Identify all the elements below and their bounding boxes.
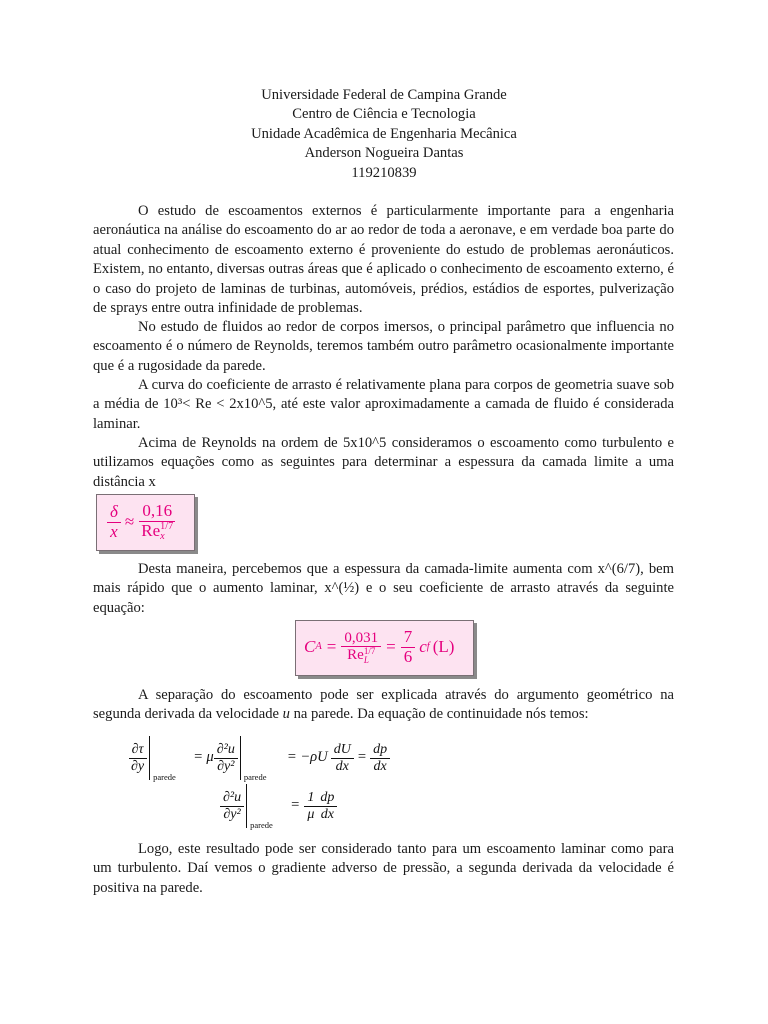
paragraph-drag-curve: A curva do coeficiente de arrasto é relativamente plana para corpos de geometria suave sob a média de 10³< Re < 2x10^5, até este valor aproximadamente a camada de fluido é considerada laminar. [93, 377, 674, 432]
author-name: Anderson Nogueira Dantas [304, 145, 464, 162]
eq3-equals: = [194, 749, 203, 766]
eq1-approx: ≈ [124, 512, 135, 532]
eq2-equals: = [326, 637, 337, 657]
paragraph-turbulent: Acima de Reynolds na ordem de 5x10^5 consideramos o escoamento como turbulento e utilizamos equações como as seguintes para determinar a espessura da camada limite a uma distância x [93, 435, 674, 490]
eq4-equals: = [291, 797, 300, 814]
eq2-coef: 0,031 [341, 630, 381, 648]
eq3-dy: ∂y [131, 758, 145, 774]
university-name: Universidade Federal de Campina Grande [261, 87, 507, 103]
paragraph-conclusion: Logo, este resultado pode ser considerado tanto para um escoamento laminar como para um turbulento. Daí vemos o gradiente adverso de pressão, a segunda derivada da velocidade é positiva na parede. [93, 841, 674, 896]
eq4-one: 1 [304, 790, 317, 806]
eq4-parede: parede [250, 820, 273, 830]
eq1-x: x [110, 521, 118, 541]
eq3-dtau: ∂τ [129, 742, 147, 758]
eq3-rhoU: = −ρU [286, 749, 328, 766]
eq3-equals-3: = [357, 749, 367, 766]
eq3-evalbar-2 [240, 736, 267, 782]
eq3-dU: dU [331, 742, 354, 758]
eq1-sub: x [160, 531, 165, 543]
paragraph-reynolds: No estudo de fluidos ao redor de corpos imersos, o principal parâmetro que influencia no escoamento é o número de Reynolds, teremos também outro parâmetro ocasionalmente importante que é a rugosidade da parede. [93, 319, 674, 374]
eq2-equals-2: = [386, 637, 396, 657]
eq4-dx: dx [320, 806, 334, 822]
drag-coefficient-equation [295, 620, 474, 676]
eq3-evalbar [149, 736, 176, 782]
eq3-dp: dp [370, 742, 390, 758]
eq1-coef: 0,16 [139, 502, 175, 522]
eq4-mu: μ [307, 806, 315, 822]
eq2-cf: c [419, 637, 427, 657]
eq3-dy2: ∂y² [217, 758, 235, 774]
eq3-dx-2: dx [373, 758, 387, 774]
eq3-dx: dx [335, 758, 349, 774]
center-name: Centro de Ciência e Tecnologia [292, 106, 476, 123]
separation-text-a: A separação do escoamento pode ser explicada através do argumento geométrico na segunda derivada da velocidade [93, 687, 674, 723]
eq2-sub-l: L [363, 654, 369, 665]
eq2-arg: (L) [432, 637, 455, 657]
eq2-seven: 7 [401, 628, 416, 648]
separation-u: u [282, 706, 290, 723]
eq2-sub-a: A [315, 641, 322, 653]
eq3-parede-1: parede [153, 772, 176, 782]
unit-name: Unidade Acadêmica de Engenharia Mecânica [251, 125, 517, 142]
eq1-re: Re [141, 520, 161, 540]
paragraph-thickness: Desta maneira, percebemos que a espessura da camada-limite aumenta com x^(6/7), bem mais rápido que o aumento laminar, x^(½) e o seu coeficiente de arrasto através da seguinte equação: [93, 561, 674, 616]
eq3-d2u: ∂²u [214, 742, 238, 758]
eq1-delta: δ [107, 503, 121, 523]
eq1-exp: 1/7 [160, 521, 174, 533]
boundary-layer-equation [96, 494, 195, 551]
student-id: 119210839 [351, 164, 417, 181]
eq2-exp: 1/7 [363, 646, 376, 657]
paragraph-separation [93, 686, 674, 725]
paragraph-intro: O estudo de escoamentos externos é particularmente importante para a engenharia aeronáutica na análise do escoamento do ar ao redor de toda a aeronave, e em verdade boa parte do atual conhecimento de escoamento externo é proveniente do estudo de problemas aeronáuticos. Existem, no entanto, diversas outras áreas que é aplicado o conhecimento de escoamento externo, é o caso do projeto de laminas de turbinas, automóveis, prédios, estádios de esportes, pulverização de sprays entre outra infinidade de problemas. [93, 203, 674, 317]
eq4-evalbar [246, 784, 273, 830]
eq4-d2u: ∂²u [220, 790, 244, 806]
eq3-mu: μ [206, 749, 214, 766]
second-derivative-equation [220, 782, 337, 830]
eq2-six: 6 [403, 646, 413, 666]
eq4-dy2: ∂y² [223, 806, 241, 822]
eq3-parede-2: parede [243, 772, 267, 782]
document-header [0, 86, 768, 183]
eq2-c: C [304, 637, 316, 657]
eq2-sub-f: f [426, 641, 430, 653]
eq4-dp: dp [317, 790, 337, 806]
eq2-re: Re [347, 647, 364, 664]
separation-text-b: na parede. Da equação de continuidade nós temos: [289, 706, 589, 723]
wall-derivative-equation [128, 734, 390, 782]
